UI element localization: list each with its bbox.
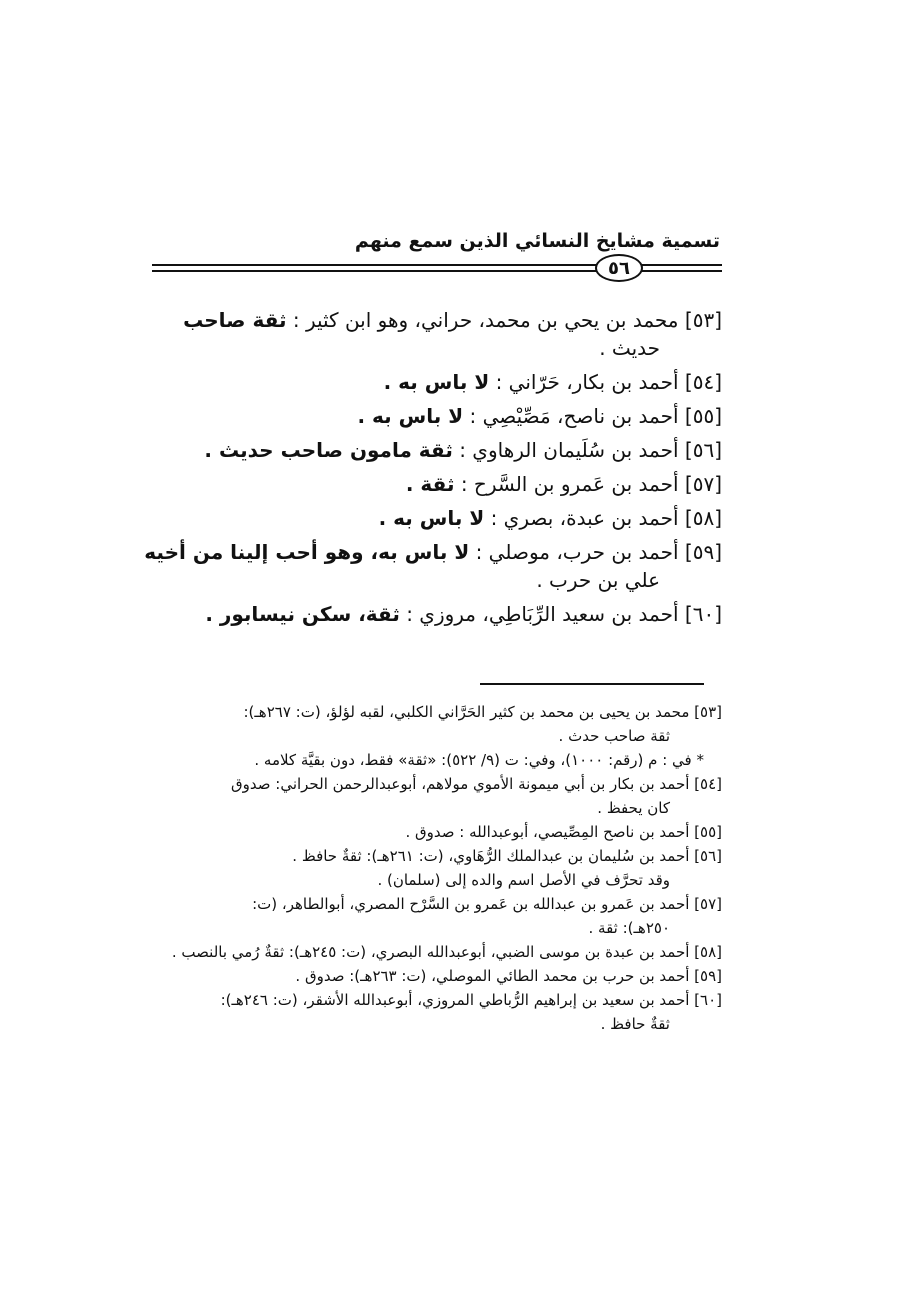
footnote-56 (152, 844, 722, 892)
footnote-59: [٥٩] أحمد بن حرب بن محمد الطائي الموصلي، (ت: ٢٦٣هـ): صدوق . (295, 967, 722, 985)
entry-53 (142, 306, 722, 362)
entry-number: [٥٦] (684, 438, 722, 462)
entry-text: أحمد بن حرب، موصلي : (475, 540, 679, 564)
footnote-58: [٥٨] أحمد بن عبدة بن موسى الضبي، أبوعبدالله البصري، (ت: ٢٤٥هـ): ثقةٌ رُمي بالنصب . (171, 943, 722, 961)
entry-57 (142, 470, 722, 498)
entry-54 (142, 368, 722, 396)
entry-59 (142, 538, 722, 594)
entry-60 (142, 600, 722, 628)
header-rule (642, 270, 722, 272)
entry-text: أحمد بن سُلَيمان الرهاوي : (459, 438, 679, 462)
footnote-separator (480, 683, 704, 685)
footnote-continuation: ثقةٌ حافظ . (600, 1015, 670, 1033)
footnote-text: [٥٣] محمد بن يحيى بن محمد بن كثير الحَرَّاني الكلبي، لقبه لؤلؤ، (ت: ٢٦٧هـ): (243, 703, 722, 721)
footnote-57 (152, 892, 722, 940)
entry-number: [٥٧] (684, 472, 722, 496)
entry-continuation: حديث . (599, 336, 660, 360)
entry-verdict: لا باس به، وهو أحب إلينا من أخيه (144, 540, 470, 564)
entry-text: محمد بن يحي بن محمد، حراني، وهو ابن كثير : (292, 308, 679, 332)
entry-verdict: ثقة مامون صاحب حديث . (204, 438, 453, 462)
entry-number: [٥٤] (684, 370, 722, 394)
footnote-continuation: ٢٥٠هـ): ثقة . (588, 919, 670, 937)
entry-text: أحمد بن عَمرو بن السَّرح : (460, 472, 679, 496)
entry-number: [٦٠] (684, 602, 722, 626)
entry-text: أحمد بن ناصح، مَصِّيْصِي : (469, 404, 679, 428)
footnote-continuation: كان يحفظ . (597, 799, 670, 817)
footnote-text: [٥٦] أحمد بن سُليمان بن عبدالملك الرُّهَاوي، (ت: ٢٦١هـ): ثقةٌ حافظ . (292, 847, 722, 865)
header-rule (642, 264, 722, 266)
header-rule (152, 270, 597, 272)
footnote-53 (152, 700, 722, 748)
header-rule (152, 264, 597, 266)
running-title: تسمية مشايخ النسائي الذين سمع منهم (354, 230, 720, 252)
footnote-60 (152, 988, 722, 1036)
entry-55 (142, 402, 722, 430)
entry-verdict: ثقة . (405, 472, 455, 496)
footnotes (152, 700, 722, 1036)
entry-text: أحمد بن بكار، حَرّاني : (495, 370, 679, 394)
entry-verdict: لا باس به . (378, 506, 485, 530)
page-number: ٥٦ (595, 254, 643, 282)
footnote-continuation: وقد تحرَّف في الأصل اسم والده إلى (سلمان) . (377, 871, 670, 889)
entry-verdict: ثقة، سكن نيسابور . (205, 602, 400, 626)
entry-56 (142, 436, 722, 464)
entry-58 (142, 504, 722, 532)
entries-list (142, 300, 722, 628)
entry-number: [٥٨] (684, 506, 722, 530)
footnote-continuation: ثقة صاحب حدث . (558, 727, 670, 745)
footnote-text: [٥٧] أحمد بن عَمرو بن عبدالله بن عَمرو بن السَّرْح المصري، أبوالطاهر، (ت: (252, 895, 722, 913)
footnote-53-star: * في : م (رقم: ١٠٠٠)، وفي: ت (٩/ ٥٢٢): «ثقة» فقط، دون بقيَّة كلامه . (254, 751, 704, 769)
entry-verdict: لا باس به . (383, 370, 490, 394)
entry-continuation: علي بن حرب . (536, 568, 660, 592)
footnote-text: [٦٠] أحمد بن سعيد بن إبراهيم الرُّباطي المروزي، أبوعبدالله الأشقر، (ت: ٢٤٦هـ): (220, 991, 722, 1009)
footnote-55: [٥٥] أحمد بن ناصح المِصِّيصي، أبوعبدالله : صدوق . (405, 823, 722, 841)
entry-text: أحمد بن عبدة، بصري : (490, 506, 679, 530)
entry-verdict: ثقة صاحب (183, 308, 287, 332)
footnote-54 (152, 772, 722, 820)
entry-number: [٥٩] (684, 540, 722, 564)
entry-verdict: لا باس به . (357, 404, 464, 428)
entry-number: [٥٥] (684, 404, 722, 428)
footnote-text: [٥٤] أحمد بن بكار بن أبي ميمونة الأموي مولاهم، أبوعبدالرحمن الحراني: صدوق (231, 775, 722, 793)
entry-number: [٥٣] (684, 308, 722, 332)
entry-text: أحمد بن سعيد الرِّبَاطِي، مروزي : (406, 602, 679, 626)
